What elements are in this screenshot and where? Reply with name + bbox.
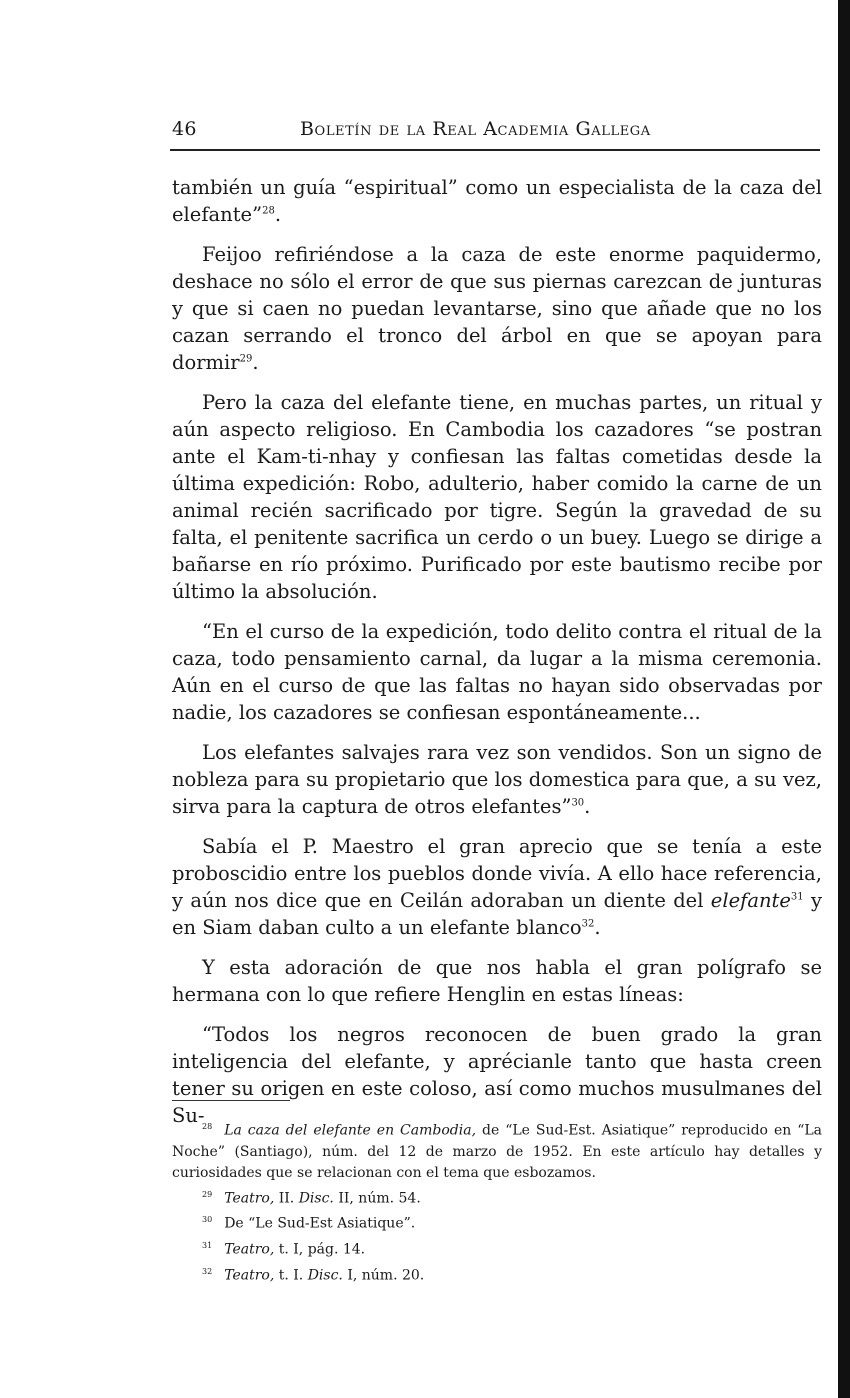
paragraph	[172, 241, 822, 376]
footnote	[172, 1184, 822, 1210]
italic-run: Disc.	[307, 1267, 343, 1284]
footnote-reference: 28	[262, 205, 275, 217]
text-run: .	[584, 795, 591, 818]
text-run: “Todos los negros reconocen de buen grado la gran inteligencia del elefante, y aprécianle tanto que hasta creen tener su origen en este coloso, así como muchos musulmanes del Su-	[172, 1023, 822, 1127]
footnote-number: 32	[202, 1266, 213, 1276]
footnote-number: 31	[202, 1240, 213, 1250]
text-run: Sabía el P. Maestro el gran aprecio que se tenía a este proboscidio entre los pueblos donde vivía. A ello hace referencia, y aún nos dice que en Ceilán adoraban un diente del	[172, 835, 822, 912]
footnote	[172, 1209, 822, 1235]
text-run: I, núm. 20.	[342, 1267, 425, 1284]
footnote-number: 30	[202, 1215, 213, 1225]
text-run: Pero la caza del elefante tiene, en muchas partes, un ritual y aún aspecto religioso. En Cambodia los cazadores “se postran ante el Kam-ti-nhay y confiesan las faltas cometidas desde la última expedición: Robo, adulterio, haber comido la carne de un animal recién sacrificado por tigre. Según la gravedad de su falta, el penitente sacrifica un cerdo o un buey. Luego se dirige a bañarse en río próximo. Purificado por este bautismo recibe por último la absolución.	[172, 391, 822, 603]
paragraph	[172, 389, 822, 605]
italic-run: Teatro,	[224, 1267, 275, 1284]
footnote	[172, 1261, 822, 1287]
body-text	[172, 174, 822, 1142]
text-run: .	[594, 916, 601, 939]
italic-run: La caza del elefante en Cambodia,	[224, 1122, 477, 1139]
paragraph	[172, 1021, 822, 1129]
footnote-reference: 32	[581, 918, 595, 930]
footnote	[172, 1116, 822, 1184]
text-run: Feijoo refiriéndose a la caza de este enorme paquidermo, deshace no sólo el error de que sus piernas carezcan de junturas y que si caen no puedan levantarse, sino que añade que no los cazan serrando el tronco del árbol en que se apoyan para dormir	[172, 243, 822, 374]
text-run: y en Siam daban culto a un elefante blanco	[172, 889, 822, 939]
text-run: también un guía “espiritual” como un especialista de la caza del elefante”	[172, 176, 822, 226]
running-title: Boletín de la Real Academia Gallega	[300, 118, 651, 140]
text-run: .	[252, 351, 259, 374]
footnote-number: 29	[202, 1189, 213, 1199]
footnote	[172, 1235, 822, 1261]
italic-run: Teatro,	[224, 1241, 275, 1258]
text-run: II.	[274, 1190, 299, 1207]
header-rule	[170, 149, 820, 151]
text-run: “En el curso de la expedición, todo delito contra el ritual de la caza, todo pensamiento carnal, da lugar a la misma ceremonia. Aún en el curso de que las faltas no hayan sido observadas por nadie, los cazadores se confiesan espontáneamente...	[172, 620, 822, 724]
text-run: II, núm. 54.	[333, 1190, 421, 1207]
footnote-reference: 30	[571, 797, 585, 809]
italic-run: elefante	[710, 889, 791, 912]
italic-run: Teatro,	[224, 1190, 275, 1207]
paragraph	[172, 954, 822, 1008]
text-run: .	[274, 203, 282, 226]
footnote-reference: 31	[790, 891, 804, 903]
text-run: de “Le Sud-Est. Asiatique” reproducido en “La Noche” (Santiago), núm. del 12 de marzo de 1952. En este artículo hay detalles y curiosidades que se relacionan con el tema que esbozamos.	[172, 1122, 822, 1181]
text-run: t. I, pág. 14.	[274, 1241, 366, 1258]
text-run: t. I.	[274, 1267, 308, 1284]
italic-run: Disc.	[298, 1190, 334, 1207]
paragraph	[172, 174, 822, 228]
text-run: Los elefantes salvajes rara vez son vendidos. Son un signo de nobleza para su propietario que los domestica para que, a su vez, sirva para la captura de otros elefantes”	[172, 741, 822, 818]
paragraph	[172, 833, 822, 941]
footnotes	[172, 1116, 822, 1286]
paragraph	[172, 618, 822, 726]
page-edge-shadow	[838, 0, 850, 1398]
text-run: De “Le Sud-Est Asiatique”.	[224, 1215, 416, 1232]
footnote-number: 28	[202, 1122, 213, 1131]
page-number: 46	[172, 118, 197, 140]
text-run: Y esta adoración de que nos habla el gran polígrafo se hermana con lo que refiere Henglin en estas líneas:	[172, 956, 822, 1006]
footnote-reference: 29	[239, 353, 253, 365]
paragraph	[172, 739, 822, 820]
footnote-rule	[172, 1100, 290, 1101]
